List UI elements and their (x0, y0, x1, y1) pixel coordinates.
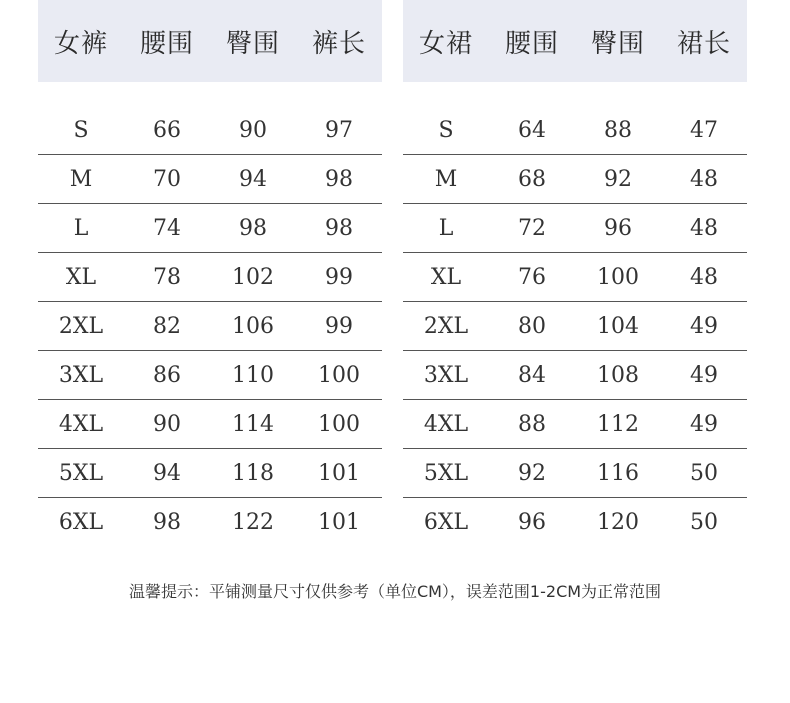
table-cell: 76 (518, 264, 546, 290)
table-cell: 72 (518, 215, 546, 241)
header-cell: 女裤 (53, 28, 108, 59)
pants-table-body (38, 106, 382, 546)
table-row (403, 204, 747, 253)
table-cell: 6XL (423, 509, 469, 535)
table-cell: L (438, 215, 454, 241)
table-cell: 4XL (58, 411, 104, 437)
table-cell: 90 (239, 117, 267, 143)
table-cell: 82 (153, 313, 181, 339)
table-cell: 118 (232, 460, 274, 486)
table-cell: M (434, 166, 458, 192)
header-cell: 女裙 (418, 28, 473, 59)
table-cell: 120 (597, 509, 639, 535)
table-cell: 48 (690, 264, 718, 290)
table-cell: 98 (239, 215, 267, 241)
table-cell: 66 (153, 117, 181, 143)
table-row (403, 351, 747, 400)
table-cell: 101 (318, 509, 360, 535)
table-cell: 2XL (58, 313, 104, 339)
table-cell: 50 (690, 460, 718, 486)
table-cell: 74 (153, 215, 181, 241)
table-cell: 88 (604, 117, 632, 143)
table-cell: 49 (690, 411, 718, 437)
table-cell: 100 (597, 264, 639, 290)
skirt-size-table (403, 0, 747, 535)
table-cell: 92 (604, 166, 632, 192)
table-cell: 98 (325, 166, 353, 192)
table-row (403, 253, 747, 302)
table-cell: 122 (232, 509, 274, 535)
table-cell: 70 (153, 166, 181, 192)
table-cell: 96 (604, 215, 632, 241)
pants-size-table (38, 0, 382, 535)
skirt-table-body (403, 106, 747, 546)
table-cell: 104 (597, 313, 639, 339)
table-row (38, 449, 382, 498)
table-cell: 47 (690, 117, 718, 143)
table-cell: 92 (518, 460, 546, 486)
table-cell: 101 (318, 460, 360, 486)
table-cell: 3XL (423, 362, 469, 388)
table-cell: 50 (690, 509, 718, 535)
table-row (38, 400, 382, 449)
table-row (38, 253, 382, 302)
table-cell: 97 (325, 117, 353, 143)
table-cell: 116 (597, 460, 639, 486)
table-row (403, 302, 747, 351)
table-cell: 80 (518, 313, 546, 339)
table-cell: L (73, 215, 89, 241)
table-cell: 68 (518, 166, 546, 192)
table-cell: 88 (518, 411, 546, 437)
table-cell: S (73, 117, 89, 143)
table-row (38, 498, 382, 546)
table-cell: 98 (153, 509, 181, 535)
table-cell: M (69, 166, 93, 192)
table-cell: S (438, 117, 454, 143)
table-cell: 78 (153, 264, 181, 290)
table-row (403, 400, 747, 449)
table-cell: 106 (232, 313, 274, 339)
header-cell: 臀围 (590, 28, 645, 59)
skirt-table-header (403, 0, 747, 82)
measurement-note: 温馨提示：平铺测量尺寸仅供参考（单位CM），误差范围1-2CM为正常范围 (128, 582, 662, 601)
table-cell: 96 (518, 509, 546, 535)
table-cell: 86 (153, 362, 181, 388)
table-cell: 2XL (423, 313, 469, 339)
header-cell: 腰围 (504, 28, 559, 59)
table-cell: 94 (153, 460, 181, 486)
table-cell: 90 (153, 411, 181, 437)
table-cell: 94 (239, 166, 267, 192)
header-cell: 腰围 (139, 28, 194, 59)
table-row (38, 106, 382, 155)
table-cell: 5XL (423, 460, 469, 486)
table-cell: 98 (325, 215, 353, 241)
table-row (38, 204, 382, 253)
table-cell: 6XL (58, 509, 104, 535)
table-row (403, 106, 747, 155)
table-cell: 4XL (423, 411, 469, 437)
table-cell: 64 (518, 117, 546, 143)
table-row (403, 155, 747, 204)
header-cell: 裙长 (676, 28, 731, 59)
table-cell: 102 (232, 264, 274, 290)
table-cell: 99 (325, 264, 353, 290)
table-cell: 99 (325, 313, 353, 339)
table-cell: 110 (232, 362, 274, 388)
table-cell: 48 (690, 166, 718, 192)
table-cell: XL (65, 264, 97, 290)
table-cell: 84 (518, 362, 546, 388)
table-cell: 114 (232, 411, 274, 437)
table-cell: 5XL (58, 460, 104, 486)
table-cell: 49 (690, 313, 718, 339)
header-cell: 裤长 (311, 28, 366, 59)
table-row (403, 498, 747, 546)
table-cell: 48 (690, 215, 718, 241)
table-cell: 100 (318, 411, 360, 437)
table-cell: 49 (690, 362, 718, 388)
table-row (403, 449, 747, 498)
table-cell: 108 (597, 362, 639, 388)
table-cell: 3XL (58, 362, 104, 388)
table-row (38, 351, 382, 400)
table-row (38, 302, 382, 351)
table-cell: 100 (318, 362, 360, 388)
table-cell: 112 (597, 411, 639, 437)
pants-table-header (38, 0, 382, 82)
header-cell: 臀围 (225, 28, 280, 59)
table-row (38, 155, 382, 204)
table-cell: XL (430, 264, 462, 290)
